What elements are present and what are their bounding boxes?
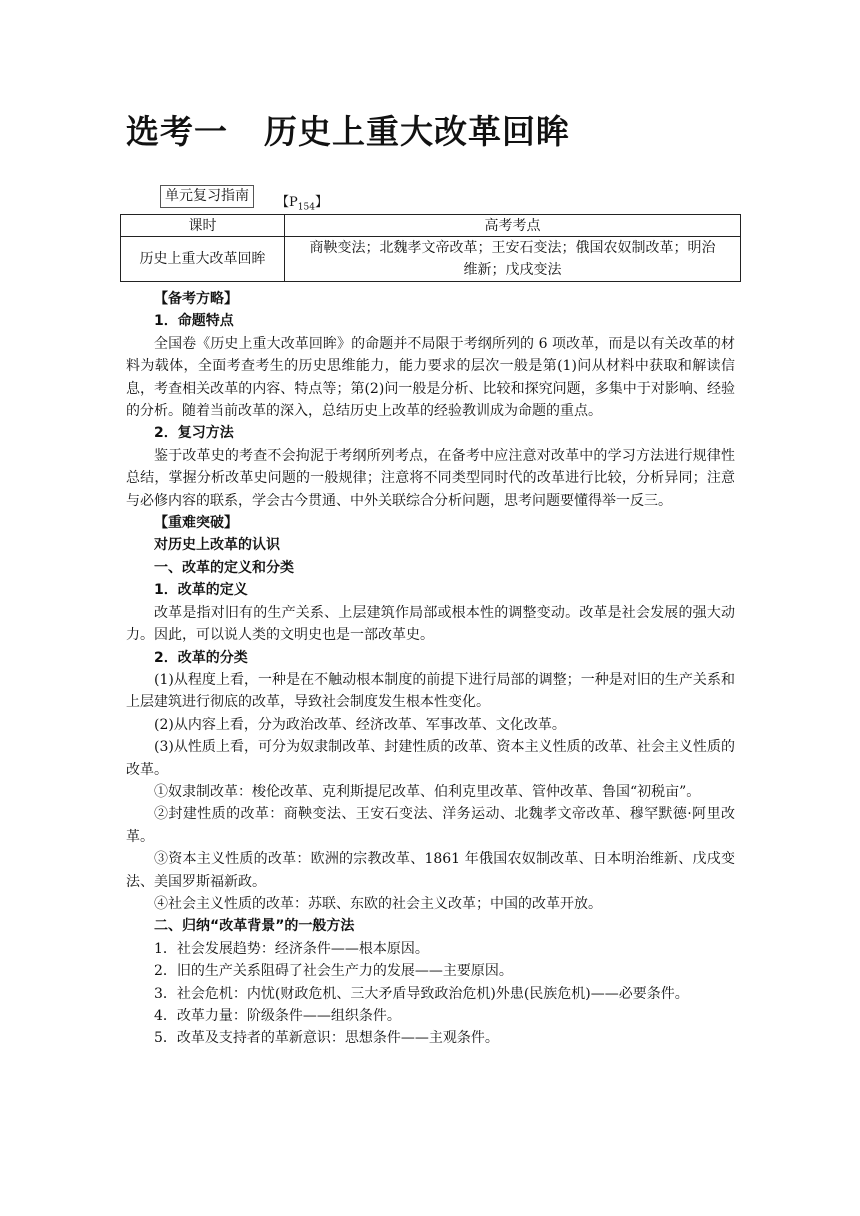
table-cell-points: 商鞅变法；北魏孝文帝改革；王安石变法；俄国农奴制改革；明治 维新；戊戌变法 xyxy=(285,237,741,282)
section-heading-beikao: 【备考方略】 xyxy=(154,291,238,307)
paragraph-class-1: (1)从程度上看，一种是在不触动根本制度的前提下进行局部的调整；一种是对旧的生产关系和上层建筑进行彻底的改革，导致社会制度发生根本性变化。 xyxy=(126,671,735,711)
table-header-row xyxy=(121,215,741,237)
paragraph-type-1: ①奴隶制改革：梭伦改革、克利斯提尼改革、伯利克里改革、管仲改革、鲁国“初税亩”。 xyxy=(154,783,701,800)
paragraph-type-2: ②封建性质的改革：商鞅变法、王安石变法、洋务运动、北魏孝文帝改革、穆罕默德·阿里改革。 xyxy=(126,806,735,845)
page-reference: 【$P_{154}$】 xyxy=(276,195,328,213)
paragraph-type-4: ④社会主义性质的改革：苏联、东欧的社会主义改革；中国的改革开放。 xyxy=(154,895,602,912)
heading-part-2: 二、归纳“改革背景”的一般方法 xyxy=(154,918,355,935)
title-part-2: 历史上重大改革回眸 xyxy=(264,112,570,151)
table-cell-lesson: 历史上重大改革回眸 xyxy=(121,237,285,282)
section-heading-zhongnan: 【重难突破】 xyxy=(154,515,238,532)
title-part-1: 选考一 xyxy=(126,112,228,151)
list-item-background-4: 4．改革力量：阶级条件——组织条件。 xyxy=(154,1008,401,1024)
page-title xyxy=(126,106,570,153)
subheading-fuxi: 2．复习方法 xyxy=(154,425,234,442)
paragraph-type-3: ③资本主义性质的改革：欧洲的宗教改革、1861 年俄国农奴制改革、日本明治维新、戊戌变法、美国罗斯福新政。 xyxy=(126,851,735,890)
document-body xyxy=(126,288,735,1050)
unit-guide-label: 单元复习指南 xyxy=(160,185,254,208)
guide-row xyxy=(160,181,328,213)
table-header-lesson: 课时 xyxy=(121,215,285,237)
list-item-background-2: 2．旧的生产关系阻碍了社会生产力的发展——主要原因。 xyxy=(154,963,513,980)
paragraph-fuxi: 鉴于改革史的考查不会拘泥于考纲所列考点，在备考中应注意对改革中的学习方法进行规律性总结，掌握分析改革史问题的一般规律；注意将不同类型同时代的改革进行比较，分析异同；注意与必修内容的联系，学会古今贯通、中外关联综合分析问题，思考问题要懂得举一反三。 xyxy=(126,447,735,509)
paragraph-class-2: (2)从内容上看，分为政治改革、经济改革、军事改革、文化改革。 xyxy=(154,716,566,733)
paragraph-class-3: (3)从性质上看，可分为奴隶制改革、封建性质的改革、资本主义性质的改革、社会主义性质的改革。 xyxy=(126,739,735,778)
list-item-background-5: 5．改革及支持者的革新意识：思想条件——主观条件。 xyxy=(154,1030,499,1047)
paragraph-definition: 改革是指对旧有的生产关系、上层建筑作局部或根本性的调整变动。改革是社会发展的强大动力。因此，可以说人类的文明史也是一部改革史。 xyxy=(126,604,735,644)
heading-renshi: 对历史上改革的认识 xyxy=(154,537,280,554)
paragraph-mingti: 全国卷《历史上重大改革回眸》的命题并不局限于考纲所列的 6 项改革，而是以有关改革的材料为载体，全面考查考生的历史思维能力，能力要求的层次一般是第(1)问从材料中获取和解读信息，考查相关改革的内容、特点等；第(2)问一般是分析、比较和探究问题，多集中于对影响、经验的分析。随着当前改革的深入，总结历史上改革的经验教训成为命题的重点。 xyxy=(126,335,735,420)
table-row xyxy=(121,237,741,282)
subheading-mingti: 1．命题特点 xyxy=(154,313,234,330)
table-header-points: 高考考点 xyxy=(285,215,741,237)
exam-points-table xyxy=(120,214,741,282)
heading-part-1: 一、改革的定义和分类 xyxy=(154,559,294,576)
list-item-background-1: 1．社会发展趋势：经济条件——根本原因。 xyxy=(154,940,429,957)
subheading-classification: 2．改革的分类 xyxy=(154,649,248,666)
subheading-definition: 1．改革的定义 xyxy=(154,582,248,599)
list-item-background-3: 3．社会危机：内忧(财政危机、三大矛盾导致政治危机)外患(民族危机)——必要条件。 xyxy=(154,985,689,1002)
